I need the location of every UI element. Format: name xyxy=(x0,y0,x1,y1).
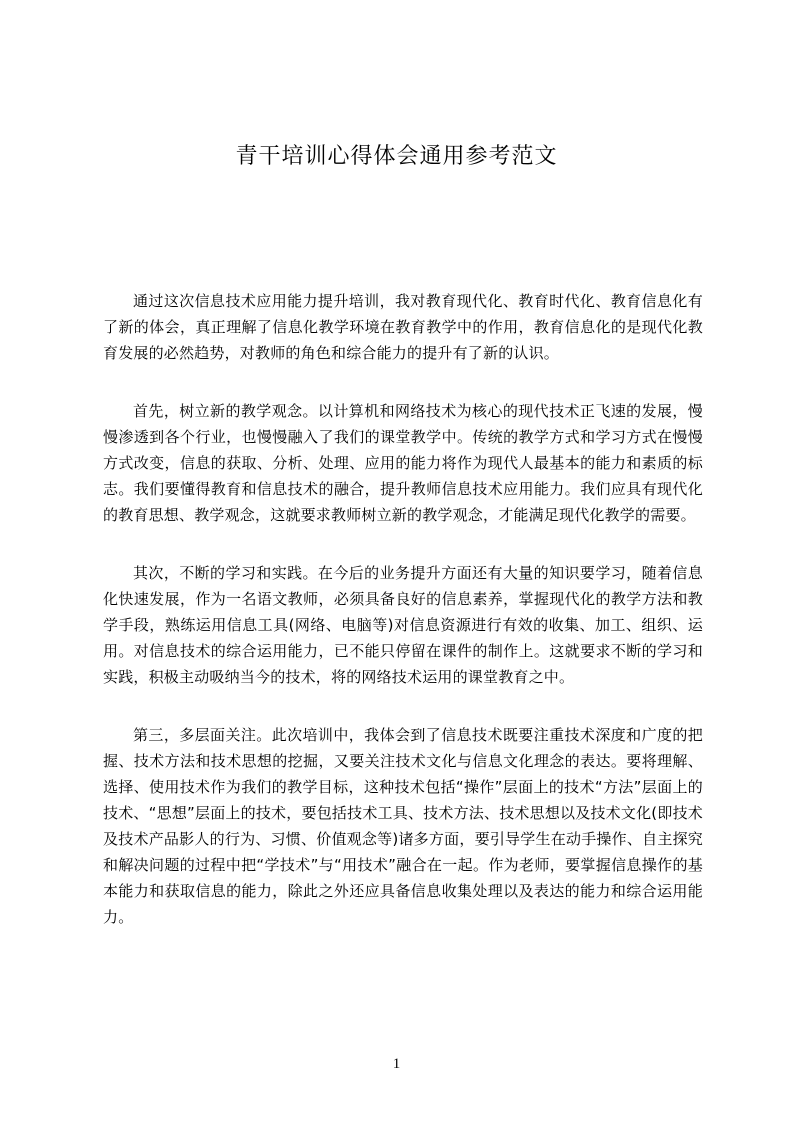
paragraph-1: 通过这次信息技术应用能力提升培训，我对教育现代化、教育时代化、教育信息化有了新的体会，真正理解了信息化教学环境在教育教学中的作用，教育信息化的是现代化教育发展的必然趋势，对教师的角色和综合能力的提升有了新的认识。 xyxy=(103,292,703,362)
paragraph-2: 首先，树立新的教学观念。以计算机和网络技术为核心的现代技术正飞速的发展，慢慢渗透到各个行业，也慢慢融入了我们的课堂教学中。传统的教学方式和学习方式在慢慢方式改变，信息的获取、分析、处理、应用的能力将作为现代人最基本的能力和素质的标志。我们要懂得教育和信息技术的融合，提升教师信息技术应用能力。我们应具有现代化的教育思想、教学观念，这就要求教师树立新的教学观念，才能满足现代化教学的需要。 xyxy=(103,402,703,524)
paragraph-4: 第三，多层面关注。此次培训中，我体会到了信息技术既要注重技术深度和广度的把握、技术方法和技术思想的挖掘，又要关注技术文化与信息文化理念的表达。要将理解、选择、使用技术作为我们的教学目标，这种技术包括“操作”层面上的技术“方法”层面上的技术、“思想”层面上的技术，要包括技术工具、技术方法、技术思想以及技术文化(即技术及技术产品影人的行为、习惯、价值观念等)诸多方面，要引导学生在动手操作、自主探究和解决问题的过程中把“学技术”与“用技术”融合在一起。作为老师，要掌握信息操作的基本能力和获取信息的能力，除此之外还应具备信息收集处理以及表达的能力和综合运用能力。 xyxy=(103,726,703,926)
paragraph-3: 其次，不断的学习和实践。在今后的业务提升方面还有大量的知识要学习，随着信息化快速发展，作为一名语文教师，必须具备良好的信息素养，掌握现代化的教学方法和教学手段，熟练运用信息工具(网络、电脑等)对信息资源进行有效的收集、加工、组织、运用。对信息技术的综合运用能力，已不能只停留在课件的制作上。这就要求不断的学习和实践，积极主动吸纳当今的技术，将的网络技术运用的课堂教育之中。 xyxy=(103,564,703,686)
page-number: 1 xyxy=(392,1056,401,1072)
document-body xyxy=(103,288,703,962)
page-title: 青干培训心得体会通用参考范文 xyxy=(235,144,558,169)
